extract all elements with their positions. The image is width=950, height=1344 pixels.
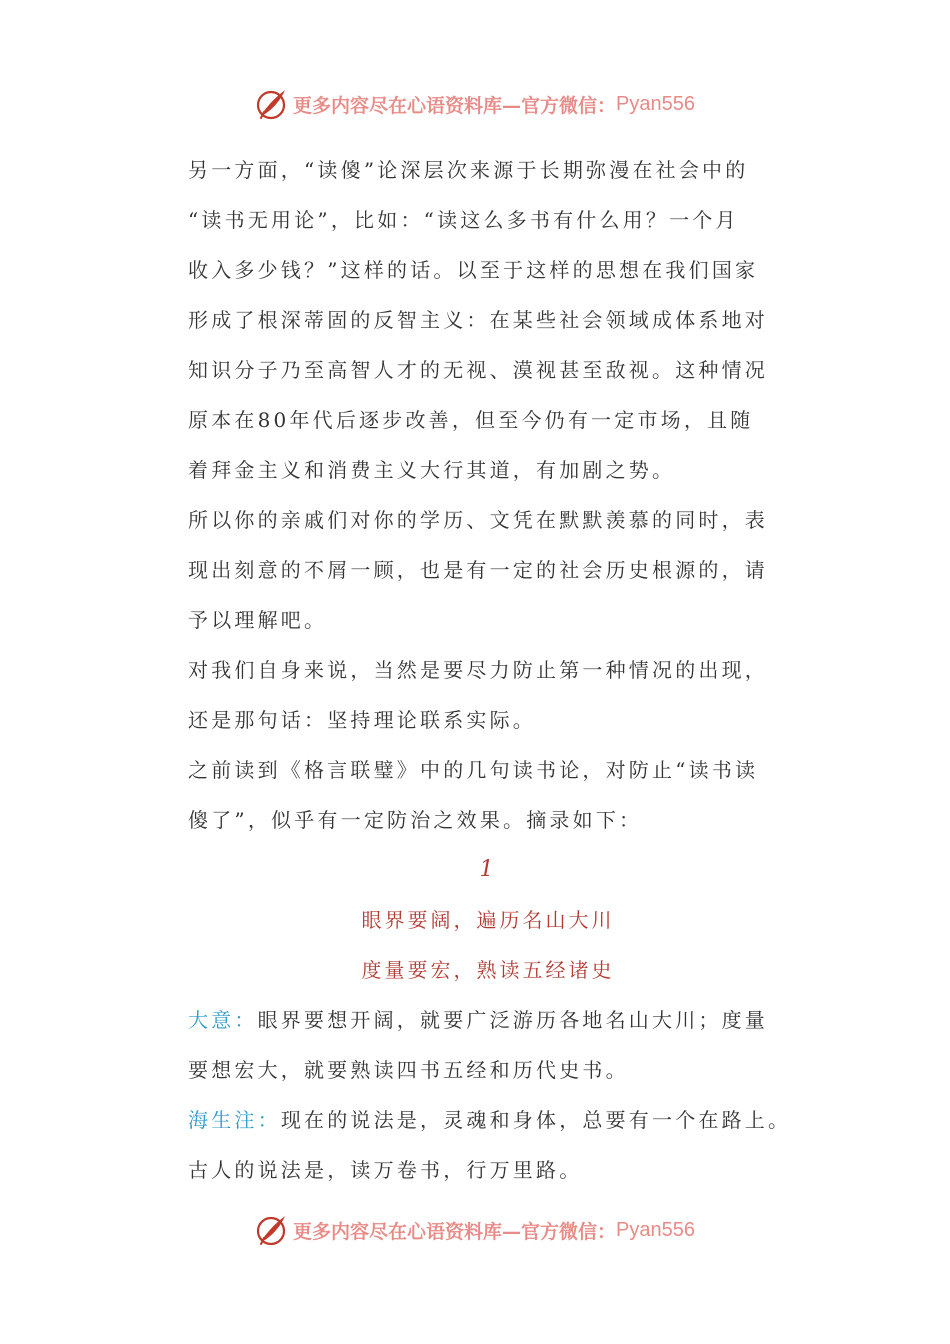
text-line: 另一方面，“读傻”论深层次来源于长期弥漫在社会中的 <box>188 158 749 182</box>
text-line: 收入多少钱？”这样的话。以至于这样的思想在我们国家 <box>188 258 759 282</box>
paragraph-1 <box>188 145 788 495</box>
banner-slogan: 更多内容尽在心语资料库—官方微信： <box>293 94 617 117</box>
quote-number: 1 <box>479 857 497 882</box>
quill-logo-icon <box>255 1213 289 1247</box>
note-text: 现在的说法是，灵魂和身体，总要有一个在路上。 <box>280 1108 792 1132</box>
text-line: 知识分子乃至高智人才的无视、漠视甚至敌视。这种情况 <box>188 358 768 382</box>
text-line: 现出刻意的不屑一顾，也是有一定的社会历史根源的，请 <box>188 558 768 582</box>
note-line-2: 古人的说法是，读万卷书，行万里路。 <box>188 1158 583 1182</box>
header-banner <box>0 84 950 124</box>
note-label: 海生注： <box>188 1108 281 1132</box>
quote-line-1: 眼界要阔，遍历名山大川 <box>361 908 615 932</box>
paragraph-2 <box>188 495 788 645</box>
article-body <box>188 145 792 1195</box>
paragraph-4 <box>188 745 788 845</box>
text-line: 之前读到《格言联璧》中的几句读书论，对防止“读书读 <box>188 758 759 782</box>
text-line: 着拜金主义和消费主义大行其道，有加剧之势。 <box>188 458 676 482</box>
paragraph-3 <box>188 645 788 745</box>
meaning-text: 眼界要想开阔，就要广泛游历各地名山大川；度量 <box>257 1008 769 1032</box>
banner-wechat-id: Pyan556 <box>616 92 695 115</box>
meaning-line-1 <box>188 995 788 1045</box>
footer-banner <box>0 1210 950 1250</box>
note-line-1 <box>188 1095 792 1145</box>
text-line: 形成了根深蒂固的反智主义：在某些社会领域成体系地对 <box>188 308 768 332</box>
text-line: 予以理解吧。 <box>188 608 328 632</box>
meaning-block <box>188 995 788 1095</box>
quill-logo-icon <box>255 87 289 121</box>
banner-slogan: 更多内容尽在心语资料库—官方微信： <box>293 1220 617 1243</box>
text-line: 还是那句话：坚持理论联系实际。 <box>188 708 536 732</box>
quote-line-2: 度量要宏，熟读五经诸史 <box>361 958 615 982</box>
meaning-line-2: 要想宏大，就要熟读四书五经和历代史书。 <box>188 1058 629 1082</box>
banner-wechat-id: Pyan556 <box>616 1218 695 1241</box>
quote-block <box>188 845 788 995</box>
note-block <box>188 1095 792 1195</box>
text-line: “读书无用论”，比如：“读这么多书有什么用？一个月 <box>188 208 739 232</box>
text-line: 傻了”，似乎有一定防治之效果。摘录如下： <box>188 808 643 832</box>
text-line: 原本在80年代后逐步改善，但至今仍有一定市场，且随 <box>188 408 754 432</box>
text-line: 对我们自身来说，当然是要尽力防止第一种情况的出现， <box>188 658 768 682</box>
meaning-label: 大意： <box>188 1008 258 1032</box>
text-line: 所以你的亲戚们对你的学历、文凭在默默羡慕的同时，表 <box>188 508 768 532</box>
